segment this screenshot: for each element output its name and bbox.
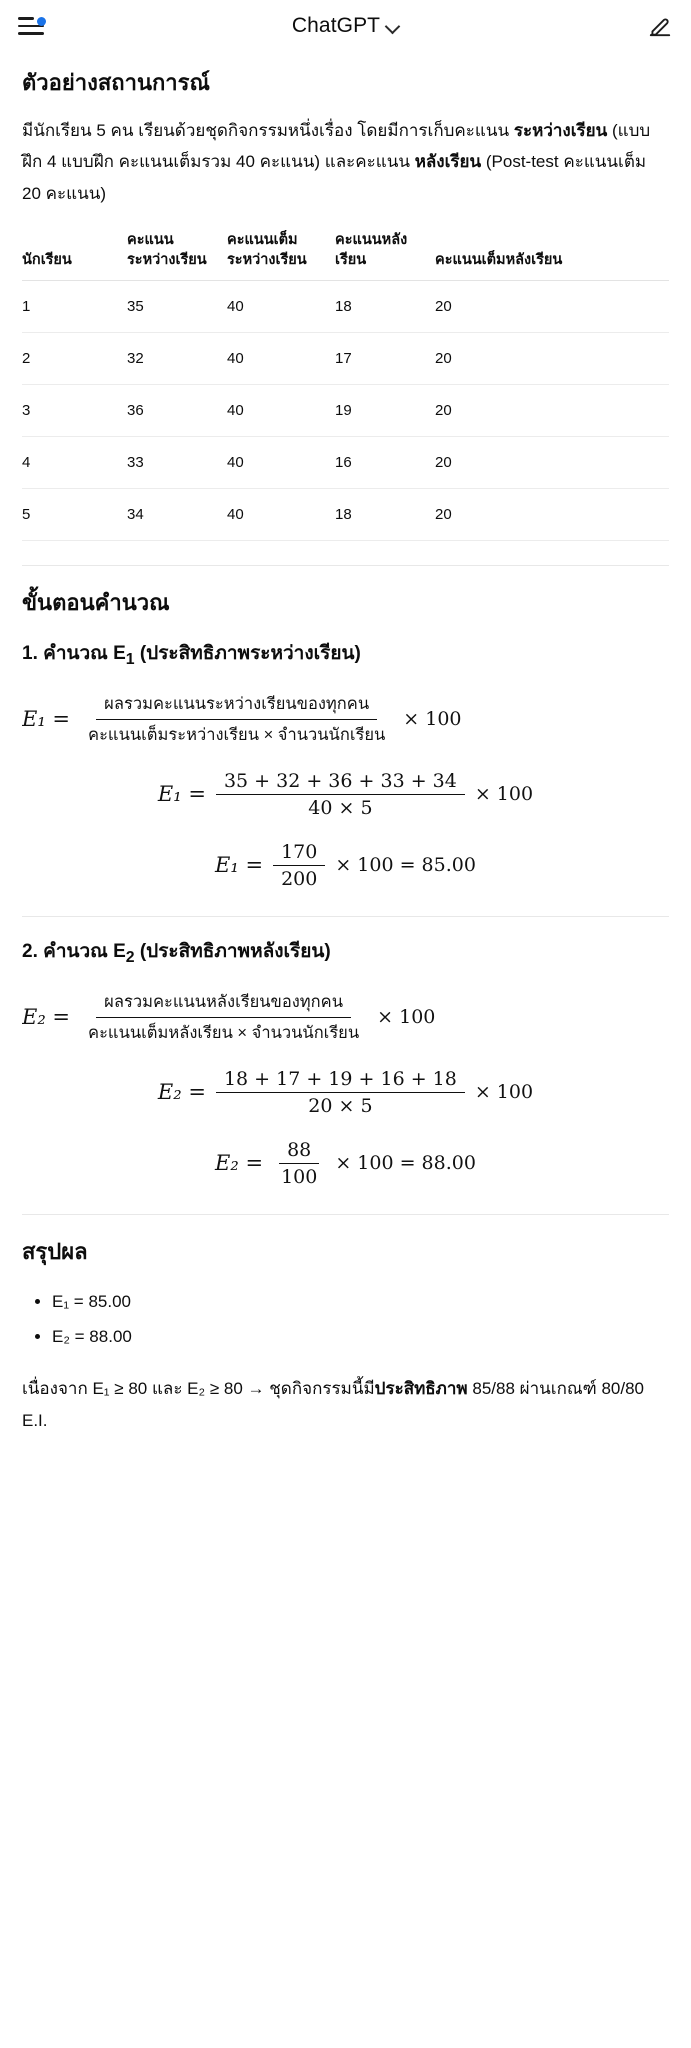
- table-cell: 34: [127, 489, 227, 541]
- steps-heading: ขั้นตอนคำนวณ: [22, 590, 170, 616]
- step1-eq3-tail: × 100 = 85.00: [335, 854, 476, 877]
- step2-title-sub: 2: [125, 948, 135, 966]
- message-content: [0, 52, 691, 1462]
- table-cell: 33: [127, 437, 227, 489]
- table-header-cell: คะแนนเต็มระหว่างเรียน: [227, 223, 335, 281]
- table-cell: 40: [227, 489, 335, 541]
- summary-list: [22, 1284, 669, 1355]
- table-cell: 19: [335, 385, 435, 437]
- table-header-cell: นักเรียน: [22, 223, 127, 281]
- table-cell: 18: [335, 281, 435, 333]
- step1-eq1-lhs: E₁ =: [22, 707, 71, 732]
- step2-eq2-lhs: E₂ =: [157, 1080, 206, 1105]
- step2-eq1-denominator: คะแนนเต็มหลังเรียน × จำนวนนักเรียน: [88, 1023, 360, 1042]
- step2-eq3-tail: × 100 = 88.00: [335, 1152, 476, 1175]
- header-title-group: [0, 0, 691, 52]
- step1-eq3-lhs: E₁ =: [215, 853, 264, 878]
- step2-eq2-numerator: 18 + 17 + 19 + 16 + 18: [216, 1066, 465, 1093]
- step1-eq2-denominator: 40 × 5: [308, 796, 373, 819]
- step2-eq1-lhs: E₂ =: [22, 1005, 71, 1030]
- section-divider: [22, 1214, 669, 1215]
- step1-equation-2: [22, 768, 669, 821]
- section-divider: [22, 916, 669, 917]
- intro-text-3: (Post-test คะแนนเต็ม 20 คะแนน): [22, 152, 647, 203]
- table-header-cell: คะแนนเต็มหลังเรียน: [435, 223, 669, 281]
- step1-eq3-denominator: 200: [281, 867, 318, 890]
- table-cell: 1: [22, 281, 127, 333]
- conclusion-text-2: 85/88 ผ่านเกณฑ์ 80/80 E.I.: [22, 1379, 645, 1431]
- table-cell: 40: [227, 333, 335, 385]
- conclusion-text-1: เนื่องจาก E₁ ≥ 80 และ E₂ ≥ 80 → ชุดกิจกรรมนี้มี: [22, 1379, 375, 1399]
- app-header: [0, 0, 691, 52]
- step2-title-suffix: (ประสิทธิภาพหลังเรียน): [134, 940, 331, 962]
- list-item: • E₂ = 88.00: [52, 1319, 669, 1355]
- step1-equation-3: [22, 839, 669, 892]
- step1-heading: [22, 641, 669, 671]
- step1-equation-1: [22, 689, 669, 750]
- step1-eq3-numerator: 170: [273, 839, 325, 866]
- table-header-row: [22, 223, 669, 281]
- step2-eq1-numerator: ผลรวมคะแนนหลังเรียนของทุกคน: [96, 987, 351, 1018]
- menu-bar-3: [18, 32, 44, 35]
- intro-text-2: (แบบฝึก 4 แบบฝึก คะแนนเต็มรวม 40 คะแนน) และคะแนน: [22, 120, 651, 172]
- table-cell: 40: [227, 437, 335, 489]
- step1-title-sub: 1: [125, 650, 135, 668]
- step1-eq3-fraction: [273, 839, 325, 892]
- table-row: [22, 333, 669, 385]
- table-row: [22, 437, 669, 489]
- table-row: [22, 385, 669, 437]
- table-cell: 40: [227, 385, 335, 437]
- step2-eq3-fraction: [273, 1137, 325, 1190]
- table-cell: 20: [435, 489, 669, 541]
- table-cell: 3: [22, 385, 127, 437]
- step2-eq2-denominator: 20 × 5: [308, 1094, 373, 1117]
- step2-eq1-fraction: [80, 987, 367, 1048]
- intro-text-1: มีนักเรียน 5 คน เรียนด้วยชุดกิจกรรมหนึ่งเรื่อง โดยมีการเก็บคะแนน: [22, 120, 514, 140]
- table-cell: 20: [435, 437, 669, 489]
- table-cell: 35: [127, 281, 227, 333]
- step2-equation-3: [22, 1137, 669, 1190]
- step2-equation-2: [22, 1066, 669, 1119]
- intro-bold-2: หลังเรียน: [414, 152, 482, 172]
- example-heading: ตัวอย่างสถานการณ์: [22, 70, 210, 95]
- conclusion-paragraph: [22, 1373, 669, 1438]
- step2-eq3-lhs: E₂ =: [215, 1151, 264, 1176]
- table-row: [22, 489, 669, 541]
- menu-bar-1: [18, 17, 34, 20]
- step1-eq2-fraction: [216, 768, 465, 821]
- step1-title-suffix: (ประสิทธิภาพระหว่างเรียน): [134, 643, 361, 665]
- step1-eq2-tail: × 100: [474, 783, 534, 806]
- table-cell: 17: [335, 333, 435, 385]
- summary-heading: สรุปผล: [22, 1238, 88, 1264]
- step2-heading: [22, 939, 669, 969]
- step2-eq3-numerator: 88: [279, 1137, 319, 1164]
- section-divider: [22, 565, 669, 566]
- table-cell: 2: [22, 333, 127, 385]
- step2-equation-1: [22, 987, 669, 1048]
- step1-eq1-fraction: [80, 689, 393, 750]
- chevron-down-icon[interactable]: [386, 20, 399, 33]
- step2-eq1-tail: × 100: [377, 1006, 436, 1029]
- table-header-cell: คะแนนระหว่างเรียน: [127, 223, 227, 281]
- table-cell: 5: [22, 489, 127, 541]
- conclusion-bold: ประสิทธิภาพ: [374, 1379, 468, 1399]
- scores-table: [22, 223, 669, 541]
- intro-paragraph: [22, 115, 669, 209]
- table-cell: 16: [335, 437, 435, 489]
- table-cell: 18: [335, 489, 435, 541]
- step1-title-prefix: 1. คำนวณ E: [22, 643, 126, 665]
- page-title: ChatGPT: [291, 14, 381, 37]
- step2-eq2-tail: × 100: [474, 1081, 534, 1104]
- list-item: • E₁ = 85.00: [52, 1284, 669, 1320]
- table-row: [22, 281, 669, 333]
- table-cell: 32: [127, 333, 227, 385]
- table-cell: 36: [127, 385, 227, 437]
- step2-eq2-fraction: [216, 1066, 465, 1119]
- table-header-cell: คะแนนหลังเรียน: [335, 223, 435, 281]
- step2-eq3-denominator: 100: [281, 1165, 318, 1188]
- menu-notification-dot: [37, 17, 46, 26]
- compose-new-chat-icon[interactable]: [647, 13, 673, 39]
- table-cell: 4: [22, 437, 127, 489]
- table-cell: 20: [435, 333, 669, 385]
- step1-eq1-tail: × 100: [403, 708, 462, 731]
- step1-eq2-lhs: E₁ =: [157, 782, 206, 807]
- intro-bold-1: ระหว่างเรียน: [513, 120, 608, 140]
- table-cell: 20: [435, 281, 669, 333]
- step1-eq1-denominator: คะแนนเต็มระหว่างเรียน × จำนวนนักเรียน: [88, 725, 386, 744]
- step1-eq1-numerator: ผลรวมคะแนนระหว่างเรียนของทุกคน: [96, 689, 377, 720]
- step2-title-prefix: 2. คำนวณ E: [22, 940, 126, 962]
- table-cell: 20: [435, 385, 669, 437]
- table-cell: 40: [227, 281, 335, 333]
- step1-eq2-numerator: 35 + 32 + 36 + 33 + 34: [216, 768, 465, 795]
